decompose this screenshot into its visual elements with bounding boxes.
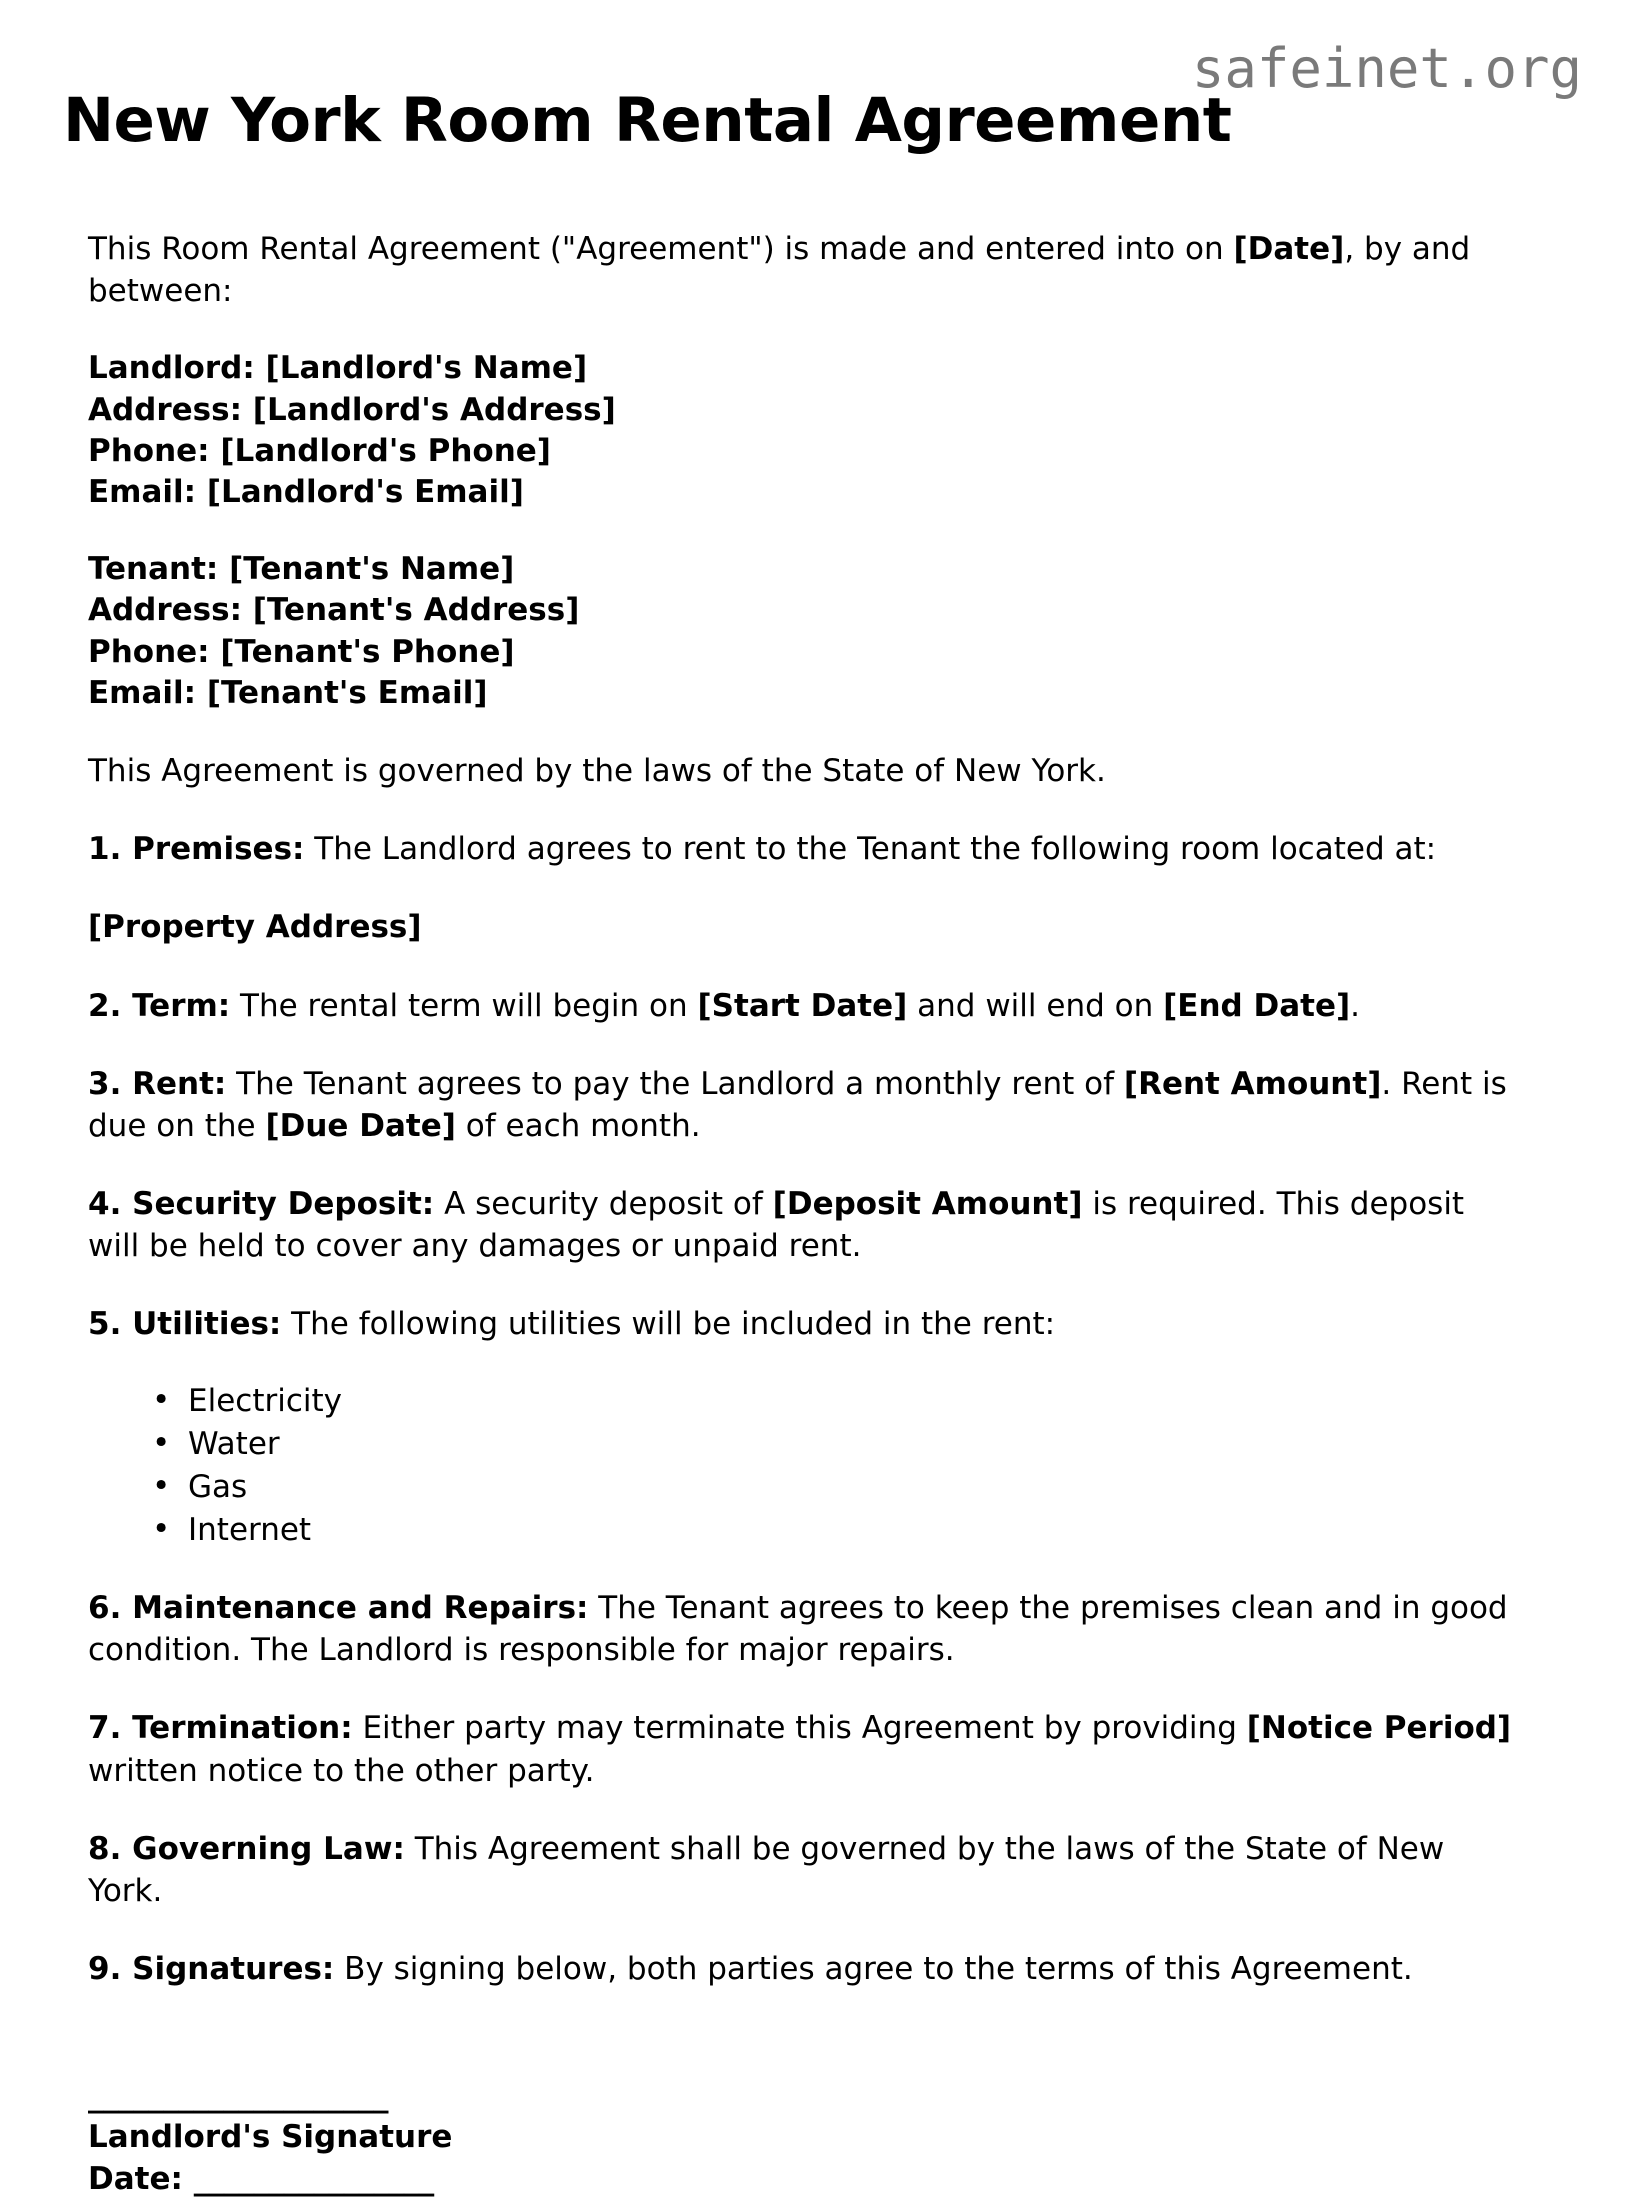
landlord-phone: Phone: [Landlord's Phone]	[88, 432, 551, 469]
landlord-details-block	[88, 348, 1522, 513]
page-title: New York Room Rental Agreement	[63, 85, 1232, 156]
intro-date-placeholder: [Date]	[1233, 231, 1345, 267]
intro-prefix: This Room Rental Agreement ("Agreement") is made and entered into on	[88, 231, 1234, 267]
due-date-placeholder: [Due Date]	[265, 1107, 456, 1144]
site-watermark: safeinet.org	[1191, 37, 1582, 100]
section-rent	[88, 1063, 1522, 1147]
list-item: • Water	[152, 1424, 1522, 1465]
section-signatures	[88, 1948, 1522, 1990]
utilities-list	[88, 1381, 1522, 1551]
intro-suffix: , by and between:	[88, 231, 1471, 310]
section-security-deposit-text-2: is required. This deposit will be held to cover any damages or unpaid rent.	[88, 1186, 1465, 1265]
section-term-text-3: .	[1350, 987, 1361, 1024]
section-security-deposit	[88, 1183, 1522, 1267]
section-governing-law-heading: 8. Governing Law:	[88, 1830, 405, 1867]
section-term-heading: 2. Term:	[88, 987, 231, 1024]
property-address-placeholder: [Property Address]	[88, 909, 422, 946]
section-maintenance-heading: 6. Maintenance and Repairs:	[88, 1590, 589, 1627]
section-termination-text-1: Either party may terminate this Agreement by providing	[352, 1710, 1247, 1747]
section-termination	[88, 1707, 1522, 1791]
section-premises	[88, 828, 1522, 870]
section-governing-law	[88, 1828, 1522, 1912]
tenant-details-block	[88, 549, 1522, 714]
section-signatures-heading: 9. Signatures:	[88, 1951, 335, 1988]
section-term-text-2: and will end on	[907, 987, 1164, 1024]
section-rent-text-3: of each month.	[455, 1107, 701, 1144]
section-termination-text-2: written notice to the other party.	[88, 1752, 595, 1789]
section-utilities	[88, 1303, 1522, 1345]
landlord-signature-label: Landlord's Signature	[88, 2119, 453, 2156]
landlord-name: Landlord: [Landlord's Name]	[88, 350, 588, 387]
signature-block	[88, 2076, 1522, 2200]
section-utilities-text: The following utilities will be included in the rent:	[281, 1306, 1056, 1343]
intro-paragraph	[88, 228, 1522, 312]
tenant-email: Email: [Tenant's Email]	[88, 674, 488, 711]
rent-amount-placeholder: [Rent Amount]	[1123, 1065, 1382, 1102]
section-premises-text: The Landlord agrees to rent to the Tenant the following room located at:	[304, 831, 1437, 868]
section-rent-text-2: . Rent is due on the	[88, 1065, 1507, 1144]
section-term-text-1: The rental term will begin on	[230, 987, 698, 1024]
signature-date-label: Date:	[88, 2160, 194, 2197]
section-signatures-text: By signing below, both parties agree to the terms of this Agreement.	[334, 1951, 1413, 1988]
section-premises-heading: 1. Premises:	[88, 831, 305, 868]
start-date-placeholder: [Start Date]	[697, 987, 908, 1024]
landlord-signature-rule[interactable]: ____________________	[88, 2078, 388, 2115]
section-governing-law-text: This Agreement shall be governed by the laws of the State of New York.	[88, 1830, 1445, 1909]
section-security-deposit-heading: 4. Security Deposit:	[88, 1186, 435, 1222]
signature-date-rule[interactable]: ________________	[193, 2160, 434, 2197]
list-item: • Electricity	[152, 1381, 1522, 1422]
deposit-amount-placeholder: [Deposit Amount]	[772, 1186, 1083, 1222]
landlord-address: Address: [Landlord's Address]	[88, 391, 616, 428]
list-item: • Internet	[152, 1510, 1522, 1551]
landlord-email: Email: [Landlord's Email]	[88, 473, 524, 510]
section-termination-heading: 7. Termination:	[88, 1710, 353, 1747]
section-term	[88, 985, 1522, 1027]
section-maintenance-text: The Tenant agrees to keep the premises clean and in good condition. The Landlord is responsible for major repairs.	[88, 1590, 1508, 1669]
section-utilities-heading: 5. Utilities:	[88, 1306, 282, 1343]
tenant-phone: Phone: [Tenant's Phone]	[88, 633, 515, 670]
section-security-deposit-text-1: A security deposit of	[434, 1186, 773, 1222]
notice-period-placeholder: [Notice Period]	[1246, 1710, 1512, 1747]
list-item: • Gas	[152, 1467, 1522, 1508]
section-rent-heading: 3. Rent:	[88, 1065, 227, 1102]
document-body	[88, 228, 1522, 2200]
tenant-address: Address: [Tenant's Address]	[88, 592, 580, 629]
tenant-name: Tenant: [Tenant's Name]	[88, 551, 515, 588]
section-rent-text-1: The Tenant agrees to pay the Landlord a monthly rent of	[226, 1065, 1124, 1102]
property-address-line	[88, 906, 1522, 948]
governing-statement: This Agreement is governed by the laws of the State of New York.	[88, 753, 1106, 790]
signature-date-line	[88, 2159, 1522, 2200]
section-maintenance	[88, 1587, 1522, 1671]
end-date-placeholder: [End Date]	[1163, 987, 1351, 1024]
